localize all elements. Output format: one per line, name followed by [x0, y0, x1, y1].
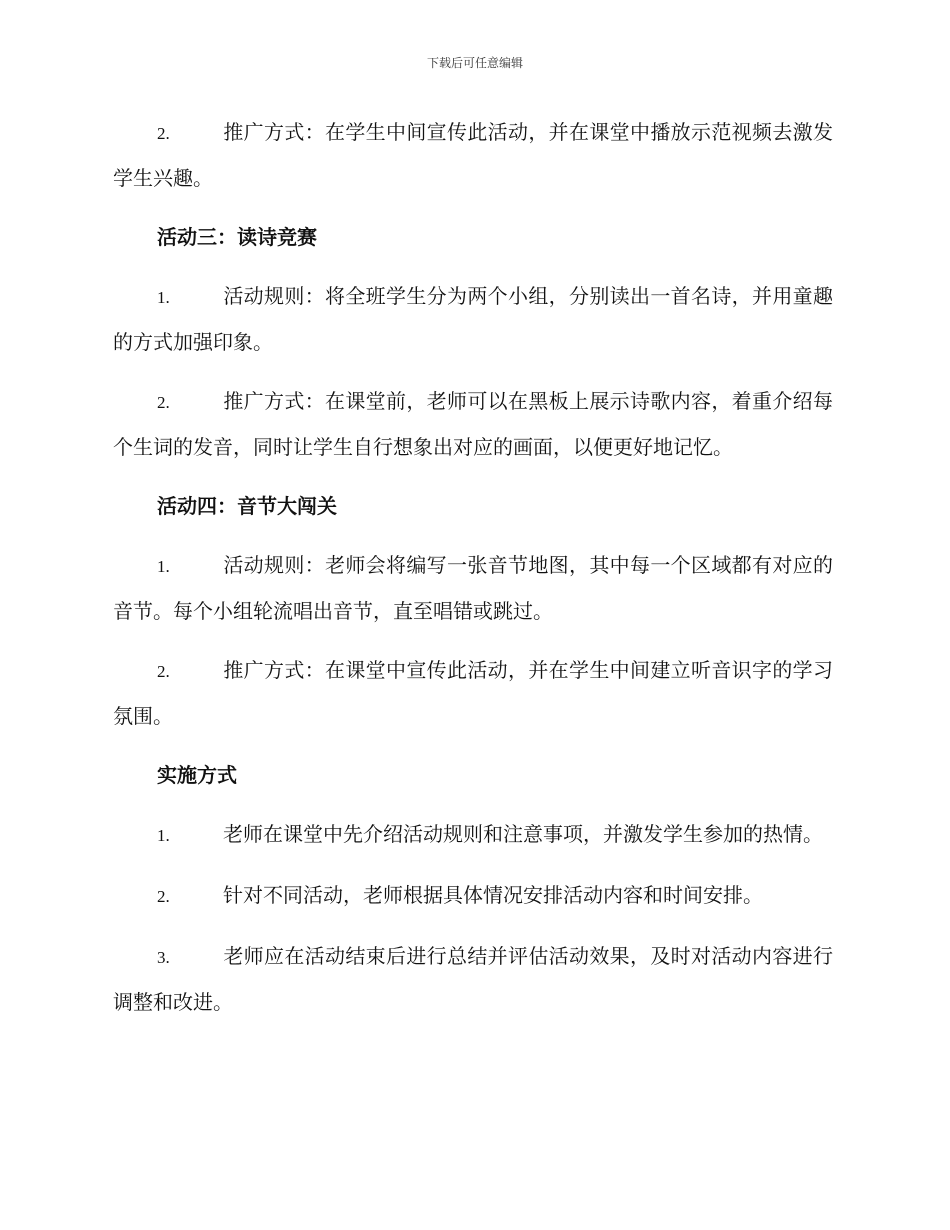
item-number: 2.: [157, 393, 170, 412]
item-number: 2.: [157, 887, 170, 906]
item-text: 老师应在活动结束后进行总结并评估活动效果，及时对活动内容进行调整和改进。: [113, 944, 833, 1014]
item-text: 推广方式：在课堂中宣传此活动，并在学生中间建立听音识字的学习氛围。: [113, 658, 833, 728]
item-text: 推广方式：在课堂前，老师可以在黑板上展示诗歌内容，着重介绍每个生词的发音，同时让学生自行想象出对应的画面，以便更好地记忆。: [113, 389, 833, 459]
section-heading: 活动四：音节大闯关: [157, 494, 337, 518]
item-number: 3.: [157, 948, 170, 967]
item-text: 活动规则：老师会将编写一张音节地图，其中每一个区域都有对应的音节。每个小组轮流唱出音节，直至唱错或跳过。: [113, 553, 833, 623]
list-item: [113, 873, 833, 919]
list-item: [113, 648, 833, 738]
list-item: [113, 274, 833, 364]
list-item: [113, 543, 833, 633]
list-item: [113, 110, 833, 200]
document-body: [113, 110, 833, 1039]
list-item: [113, 934, 833, 1024]
item-number: 1.: [157, 826, 170, 845]
item-number: 2.: [157, 662, 170, 681]
item-number: 1.: [157, 557, 170, 576]
item-text: 活动规则：将全班学生分为两个小组，分别读出一首名诗，并用童趣的方式加强印象。: [113, 284, 833, 354]
item-text: 老师在课堂中先介绍活动规则和注意事项，并激发学生参加的热情。: [223, 822, 823, 846]
section-heading: 活动三：读诗竞赛: [157, 225, 317, 249]
list-item: [113, 812, 833, 858]
item-text: 推广方式：在学生中间宣传此活动，并在课堂中播放示范视频去激发学生兴趣。: [113, 120, 833, 190]
page-header: 下载后可任意编辑: [426, 56, 523, 70]
item-text: 针对不同活动，老师根据具体情况安排活动内容和时间安排。: [223, 883, 763, 907]
item-number: 1.: [157, 288, 170, 307]
item-number: 2.: [157, 124, 170, 143]
list-item: [113, 379, 833, 469]
section-heading: 实施方式: [157, 763, 237, 787]
